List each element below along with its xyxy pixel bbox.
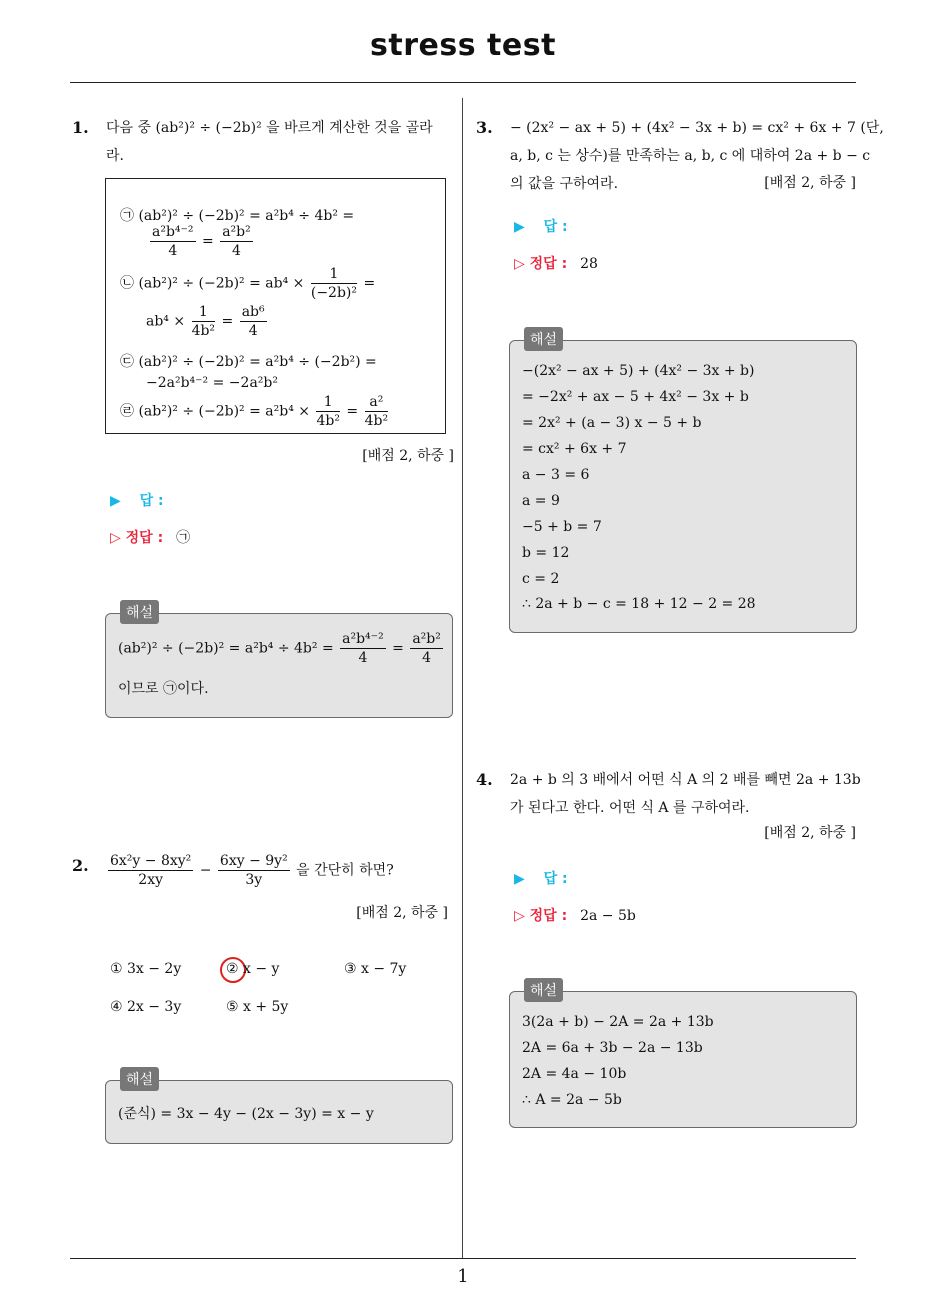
- q1-opt4-eq: =: [346, 403, 359, 420]
- q1-correct-row: [110, 527, 190, 547]
- q4-answer-label: 답 :: [543, 871, 568, 887]
- q2-score: [배점 2, 하중 ]: [356, 905, 448, 921]
- q1-opt4-text: ㉣ (ab²)² ÷ (−2b)² = a²b⁴ ×: [120, 403, 311, 420]
- correct-arrow-icon: ▷: [110, 530, 121, 546]
- q3-correct-row: [514, 253, 598, 273]
- q1-option-1-line1: ㉠ (ab²)² ÷ (−2b)² = a²b⁴ ÷ 4b² =: [120, 208, 355, 224]
- q3-solution-line: = cx² + 6x + 7: [522, 441, 627, 457]
- q1-correct-label: 정답 :: [125, 530, 164, 546]
- q1-answer-row: [110, 490, 164, 510]
- q1-opt4-den: 4b²: [316, 413, 340, 429]
- q2-frac2-den: 3y: [245, 872, 263, 888]
- q4-score: [배점 2, 하중 ]: [764, 825, 856, 841]
- correct-arrow-icon: ▷: [514, 256, 525, 272]
- page-number: 1: [457, 1266, 469, 1287]
- q3-solution-box: [509, 332, 857, 633]
- q3-solution-line: = 2x² + (a − 3) x − 5 + b: [522, 415, 702, 431]
- q2-choice-4[interactable]: ④ 2x − 3y: [110, 999, 182, 1015]
- q1-option-3-line2: −2a²b⁴⁻² = −2a²b²: [146, 375, 278, 391]
- q2-question: [106, 852, 394, 889]
- q1-sol-eq: =: [392, 640, 404, 657]
- q1-number: 1.: [72, 118, 89, 137]
- q4-text-line1: 2a + b 의 3 배에서 어떤 식 A 의 2 배를 빼면 2a + 13b: [510, 772, 861, 788]
- answer-arrow-icon: ▶: [514, 871, 525, 887]
- q2-choice-2[interactable]: ② x − y: [226, 961, 280, 977]
- q3-text-line2: a, b, c 는 상수)를 만족하는 a, b, c 에 대하여 2a + b − c: [510, 148, 871, 164]
- q1-options-box: [105, 178, 446, 434]
- q4-number: 4.: [476, 770, 493, 789]
- q1-opt1-eq: =: [202, 233, 214, 250]
- q1-sol-den1: 4: [358, 650, 368, 666]
- q1-answer-label: 답 :: [139, 493, 164, 509]
- q1-solution-line2: 이므로 ㉠이다.: [118, 681, 209, 697]
- bottom-rule: [70, 1258, 856, 1259]
- q1-option-2-line1: [120, 265, 375, 302]
- q4-solution-line: ∴ A = 2a − 5b: [522, 1092, 622, 1108]
- q1-question: [106, 114, 456, 170]
- q4-answer-row: [514, 868, 568, 888]
- q1-opt2-den: (−2b)²: [310, 285, 357, 301]
- q3-solution-line: −(2x² − ax + 5) + (4x² − 3x + b): [522, 363, 755, 379]
- page-title: stress test: [370, 28, 556, 63]
- q1-option-3-line1: ㉢ (ab²)² ÷ (−2b)² = a²b⁴ ÷ (−2b²) =: [120, 354, 377, 370]
- q1-opt4-num2: a²: [365, 393, 388, 412]
- q1-option-1-line2: [148, 223, 255, 260]
- q1-text-line2: 라.: [106, 148, 124, 164]
- answer-arrow-icon: ▶: [110, 493, 121, 509]
- q1-opt2b-eq: =: [221, 313, 234, 330]
- q1-opt2b-num: 1: [192, 303, 215, 322]
- q2-solution-label: 해설: [120, 1067, 159, 1091]
- q2-number: 2.: [72, 856, 89, 875]
- q3-solution-line: a − 3 = 6: [522, 467, 590, 483]
- q2-choice-5[interactable]: ⑤ x + 5y: [226, 999, 289, 1015]
- q2-solution-line: (준식) = 3x − 4y − (2x − 3y) = x − y: [118, 1106, 374, 1122]
- q3-solution-line: c = 2: [522, 571, 560, 587]
- q3-solution-line: a = 9: [522, 493, 560, 509]
- q3-score: [배점 2, 하중 ]: [764, 175, 856, 191]
- q2-solution-box: [105, 1072, 453, 1144]
- q4-solution-line: 3(2a + b) − 2A = 2a + 13b: [522, 1014, 714, 1030]
- q1-opt1-num: a²b⁴⁻²: [152, 224, 194, 240]
- q1-sol-num2: a²b²: [412, 631, 441, 647]
- q3-answer-label: 답 :: [543, 219, 568, 235]
- q1-score: [배점 2, 하중 ]: [362, 448, 454, 464]
- q3-solution-line: ∴ 2a + b − c = 18 + 12 − 2 = 28: [522, 596, 756, 612]
- q1-opt2b-den2: 4: [248, 323, 258, 339]
- q1-opt2b-text: ab⁴ ×: [146, 313, 186, 330]
- q2-frac1-num: 6x²y − 8xy²: [110, 853, 192, 869]
- q1-opt4-num: 1: [316, 393, 339, 412]
- column-divider: [462, 98, 463, 1258]
- q4-correct-label: 정답 :: [529, 908, 568, 924]
- q3-number: 3.: [476, 118, 493, 137]
- answer-arrow-icon: ▶: [514, 219, 525, 235]
- q1-solution-box: [105, 605, 453, 718]
- q3-solution-line: = −2x² + ax − 5 + 4x² − 3x + b: [522, 389, 749, 405]
- q1-option-4: [120, 393, 390, 430]
- q4-solution-label: 해설: [524, 978, 563, 1002]
- q1-correct-value: ㉠: [176, 530, 191, 546]
- q4-question: [510, 766, 860, 822]
- q3-correct-label: 정답 :: [529, 256, 568, 272]
- q3-text-line1: − (2x² − ax + 5) + (4x² − 3x + b) = cx² + 6x + 7 (단,: [510, 120, 884, 136]
- q3-solution-label: 해설: [524, 327, 563, 351]
- q3-solution-line: −5 + b = 7: [522, 519, 602, 535]
- q1-sol-num1: a²b⁴⁻²: [342, 631, 384, 647]
- q4-solution-line: 2A = 4a − 10b: [522, 1066, 627, 1082]
- q2-frac2-num: 6xy − 9y²: [219, 853, 288, 869]
- q2-frac1-den: 2xy: [138, 872, 163, 888]
- q3-text-line3: 의 값을 구하여라.: [510, 176, 619, 192]
- q1-opt1-den: 4: [168, 243, 178, 259]
- q1-opt2b-num2: ab⁶: [241, 304, 265, 320]
- q4-solution-line: 2A = 6a + 3b − 2a − 13b: [522, 1040, 703, 1056]
- q1-solution-line1: [118, 630, 445, 667]
- q3-answer-row: [514, 216, 568, 236]
- q1-sol-text: (ab²)² ÷ (−2b)² = a²b⁴ ÷ 4b² =: [118, 640, 334, 657]
- q1-opt1-den2: 4: [232, 243, 241, 259]
- top-rule: [70, 82, 856, 83]
- q1-opt2-text: ㉡ (ab²)² ÷ (−2b)² = ab⁴ ×: [120, 275, 305, 292]
- q2-minus: −: [199, 862, 212, 879]
- q4-correct-value: 2a − 5b: [580, 908, 636, 924]
- q1-text-line1: 다음 중 (ab²)² ÷ (−2b)² 을 바르게 계산한 것을 골라: [106, 120, 433, 136]
- q1-sol-den2: 4: [422, 650, 432, 666]
- q4-solution-box: [509, 983, 857, 1128]
- q1-opt1-num2: a²b²: [222, 224, 251, 240]
- q4-text-line2: 가 된다고 한다. 어떤 식 A 를 구하여라.: [510, 800, 750, 816]
- q3-correct-value: 28: [580, 256, 598, 272]
- q2-text: 을 간단히 하면?: [296, 862, 394, 879]
- correct-arrow-icon: ▷: [514, 908, 525, 924]
- q1-opt2-eq: =: [363, 275, 376, 292]
- q1-opt2b-den: 4b²: [191, 323, 216, 339]
- q1-option-2-line2: [146, 303, 269, 340]
- q4-correct-row: [514, 905, 636, 925]
- q1-solution-label: 해설: [120, 600, 159, 624]
- q1-opt2-num: 1: [311, 265, 357, 284]
- q3-solution-line: b = 12: [522, 545, 570, 561]
- q2-choice-3[interactable]: ③ x − 7y: [344, 961, 407, 977]
- q2-choice-1[interactable]: ① 3x − 2y: [110, 961, 182, 977]
- q1-opt4-den2: 4b²: [364, 413, 389, 429]
